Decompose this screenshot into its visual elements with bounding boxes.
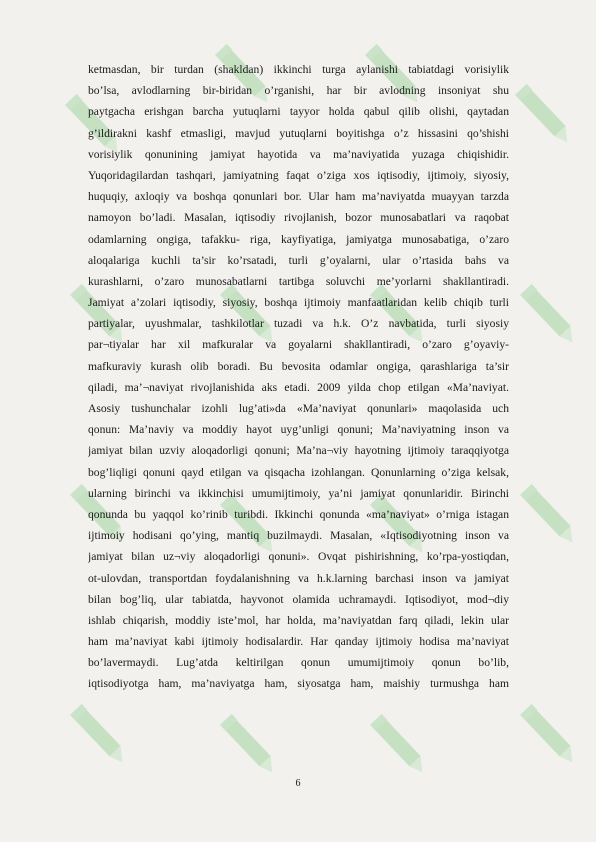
text-line: qonun: Ma’naviy va moddiy hayot uyg’unligi qonuni; Ma’naviyatning inson va [88, 423, 509, 437]
text-line: ham ma’naviyat kabi ijtimoiy hodisalardir. Har qanday ijtimoiy hodisa ma’naviyat [88, 635, 509, 649]
text-line: jamiyat bilan uzviy aloqadorligi qonuni; Ma’na¬viy hayotning ijtimoiy taraqqiyotga [88, 444, 509, 458]
text-line: bog’liqligi qonuni qayd etilgan va qisqacha izohlangan. Qonunlarning o’ziga kelsak, [88, 465, 509, 479]
text-line: qonunda bu yaqqol ko’rinib turibdi. Ikkinchi qonunda «ma’naviyat» o’rniga istagan [88, 507, 509, 521]
text-line: qiladi, ma’¬naviyat rivojlanishida aks etadi. 2009 yilda chop etilgan «Ma’naviyat. [88, 380, 509, 394]
text-line: paytgacha erishgan barcha yutuqlarni tayyor holda qabul qilib olishi, qaytadan [88, 105, 509, 119]
text-line: ularning birinchi va ikkinchisi umumijtimoiy, ya’ni jamiyat qonunlaridir. Birinchi [88, 486, 509, 500]
text-line: kurashlarni, o’zaro munosabatlarni tartibga soluvchi me’yorlarni shakllantiradi. [88, 274, 509, 288]
text-line: vorisiylik qonunining jamiyat hayotida va ma’naviyatida yuzaga chiqishidir. [88, 147, 509, 161]
text-line: ot-ulovdan, transportdan foydalanishning va h.k.larning barchasi inson va jamiyat [88, 571, 509, 585]
text-line: bo’lavermaydi. Lug’atda keltirilgan qonun umumijtimoiy qonun bo’lib, [88, 656, 509, 670]
text-line: ishlab chiqarish, moddiy iste’mol, har holda, ma’naviyatdan farq qiladi, lekin ular [88, 613, 509, 627]
text-line: bo’lsa, avlodlarning bir-biridan o’rganishi, har bir avlodning insoniyat shu [88, 84, 509, 98]
text-line: namoyon bo’ladi. Masalan, iqtisodiy rivojlanish, bozor munosabatlari va raqobat [88, 211, 509, 225]
text-line: Yuqoridagilardan tashqari, jamiyatning faqat o’ziga xos iqtisodiy, ijtimoiy, siyosiy, [88, 168, 509, 182]
text-line: iqtisodiyotga ham, ma’naviyatga ham, siyosatga ham, maishiy turmushga ham [88, 677, 509, 691]
text-line: Asosiy tushunchalar izohli lug’ati»da «Ma’naviyat qonunlari» maqolasida uch [88, 402, 509, 415]
text-line: jamiyat bilan uz¬viy aloqadorligi qonuni». Ovqat pishirishning, ko’rpa-yostiqdan, [88, 550, 509, 564]
text-line: partiyalar, uyushmalar, tashkilotlar tuzadi va h.k. O’z navbatida, turli siyosiy [88, 317, 509, 331]
text-line: g’ildirakni kashf etmasligi, mavjud yutuqlarni boyitishga o’z hissasini qo’shishi [88, 126, 509, 140]
text-line: huquqiy, axloqiy va boshqa qonunlari bor. Ular ham ma’naviyatda muayyan tarzda [88, 190, 509, 204]
text-line: par¬tiyalar har xil mafkuralar va goyalarni shakllantiradi, o’zaro g’oyaviy- [88, 338, 509, 352]
text-line: Jamiyat a’zolari iqtisodiy, siyosiy, boshqa ijtimoiy manfaatlaridan kelib chiqib turli [88, 296, 509, 310]
text-line: aloqalariga kuchli ta’sir ko’rsatadi, turli g’oyalarni, ular o’rtasida bahs va [88, 253, 509, 267]
page-number: 6 [295, 778, 301, 789]
text-line: odamlarning ongiga, tafakku- riga, kayfiyatiga, jamiyatga munosabatiga, o’zaro [88, 232, 509, 246]
text-line: ketmasdan, bir turdan (shakldan) ikkinchi turga aylanishi tabiatdagi vorisiylik [88, 63, 509, 76]
text-line: bilan bog’liq, ular tabiatda, hayvonot olamida uchramaydi. Iqtisodiyot, mod¬diy [88, 592, 509, 606]
text-line: ijtimoiy hodisani qo’ying, mantiq buzilmaydi. Masalan, «Iqtisodiyotning inson va [88, 529, 509, 543]
text-line: mafkuraviy kurash olib boradi. Bu bevosita odamlar ongiga, qarashlariga ta’sir [88, 359, 509, 373]
body-text [88, 59, 509, 695]
